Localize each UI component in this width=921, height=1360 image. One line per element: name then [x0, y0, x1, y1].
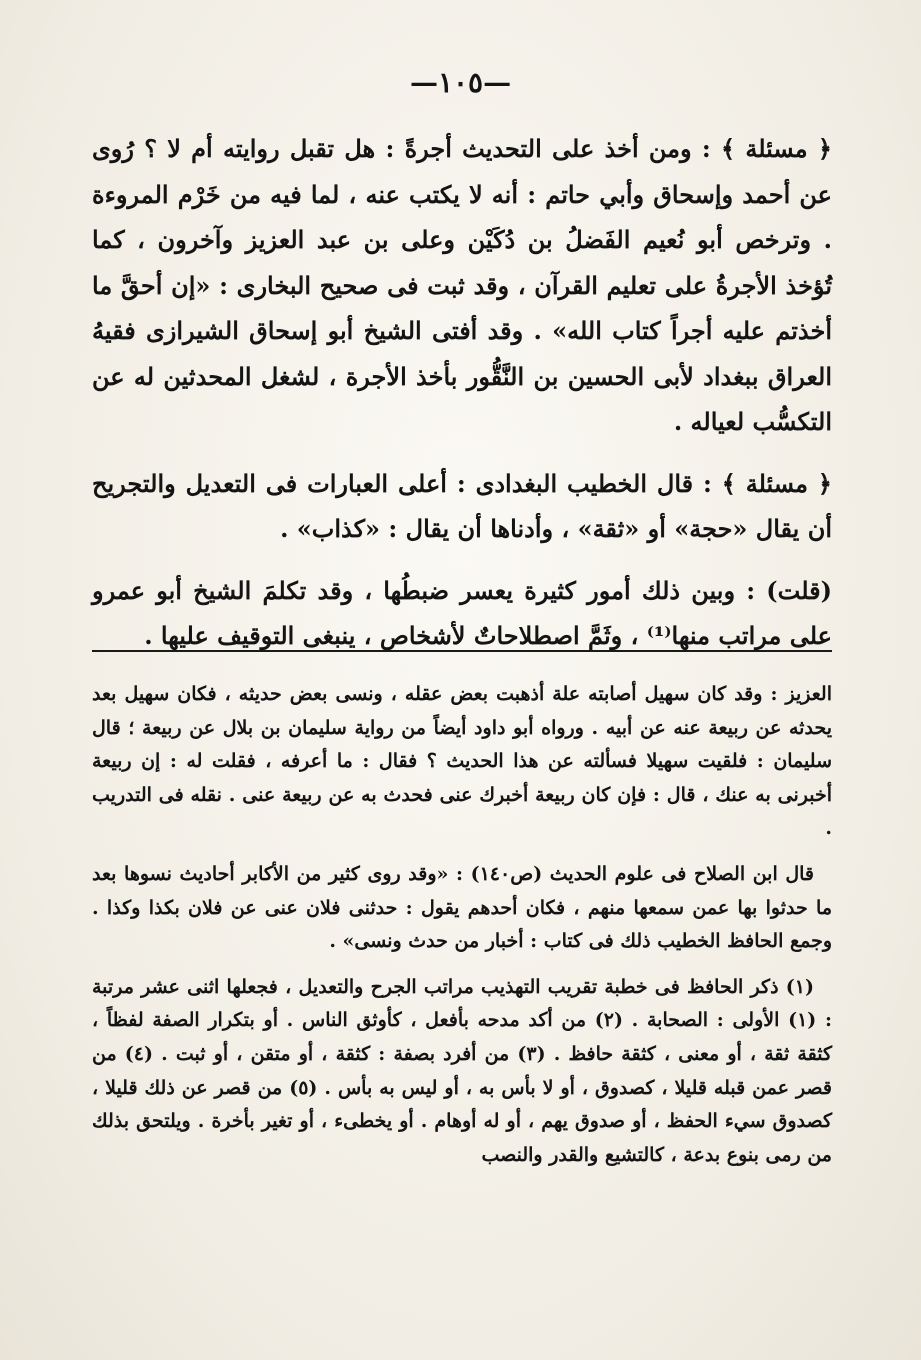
footnote-ibn-salah-quote: قال ابن الصلاح فى علوم الحديث (ص١٤٠) : «وقد روى كثير من الأكابر أحاديث نسوها بعد ما حدثوا بها عمن سمعها منهم ، فكان أحدهم يقول : حدثنى فلان عنى عن فلان بكذا وكذا . وجمع الحافظ الخطيب ذلك فى كتاب : أخبار من حدث ونسى» . [92, 862, 832, 953]
footnote-divider [92, 650, 832, 652]
footnote-1: (١) ذكر الحافظ فى خطبة تقريب التهذيب مراتب الجرح والتعديل ، فجعلها اثنى عشر مرتبة : (١) الأولى : الصحابة . (٢) من أكد مدحه بأفعل ، كأوثق الناس . أو بتكرار الصفة لفظاً ، كثقة ثقة ، أو معنى ، كثقة حافظ . (٣) من أفرد بصفة : كثقة ، أو متقن ، أو ثبت . (٤) من قصر عمن قبله قليلا ، كصدوق ، أو لا بأس به ، أو ليس به بأس . (٥) من قصر عن ذلك قليلا ، كصدوق سيء الحفظ ، أو صدوق يهم ، أو له أوهام . أو يخطىء ، أو تغير بأخرة . ويلتحق بذلك من رمى بنوع بدعة ، كالتشيع والقدر والنصب [92, 975, 833, 1166]
main-text [92, 126, 832, 675]
footnote-continuation: العزيز : وقد كان سهيل أصابته علة أذهبت بعض عقله ، ونسى بعض حديثه ، فكان سهيل بعد يحدثه عن ربيعة عنه عن أبيه . ورواه أبو داود أيضاً من رواية سليمان بن بلال عن ربيعة ؛ قال سليمان : فلقيت سهيلا فسألته عن هذا الحديث ؟ فقال : ما أعرفه ، فقلت له : إن ربيعة أخبرنى به عنك ، قال : فإن كان ربيعة أخبرك عنى فحدث به عن ربيعة عنى . نقله فى التدريب . [92, 683, 832, 840]
main-paragraph-3: (قلت) : وبين ذلك أمور كثيرة يعسر ضبطُها ، وقد تكلمَ الشيخ أبو عمرو على مراتب منها⁽¹⁾ ، وثَمَّ اصطلاحاتٌ لأشخاص ، ينبغى التوقيف عليها . [92, 575, 833, 650]
main-paragraph-2: ﴿ مسئلة ﴾ : قال الخطيب البغدادى : أعلى العبارات فى التعديل والتجريح أن يقال «حجة» أو «ثقة» ، وأدناها أن يقال : «كذاب» . [92, 468, 832, 543]
main-paragraph-1: ﴿ مسئلة ﴾ : ومن أخذ على التحديث أجرةً : هل تقبل روايته أم لا ؟ رُوى عن أحمد وإسحاق وأبي حاتم : أنه لا يكتب عنه ، لما فيه من خَرْم المروءة . وترخص أبو نُعيم الفَضلُ بن دُكَيْن وعلى بن عبد العزيز وآخرون ، كما تُؤخذ الأجرةُ على تعليم القرآن ، وقد ثبت فى صحيح البخارى : «إن أحقَّ ما أخذتم عليه أجراً كتاب الله» . وقد أفتى الشيخ أبو إسحاق الشيرازى فقيهُ العراق ببغداد لأبى الحسين بن النَّقُّور بأخذ الأجرة ، لشغل المحدثين له عن التكسُّب لعياله . [92, 134, 832, 436]
page-number: —١٠٥— [409, 66, 512, 99]
footnotes [92, 678, 832, 1184]
